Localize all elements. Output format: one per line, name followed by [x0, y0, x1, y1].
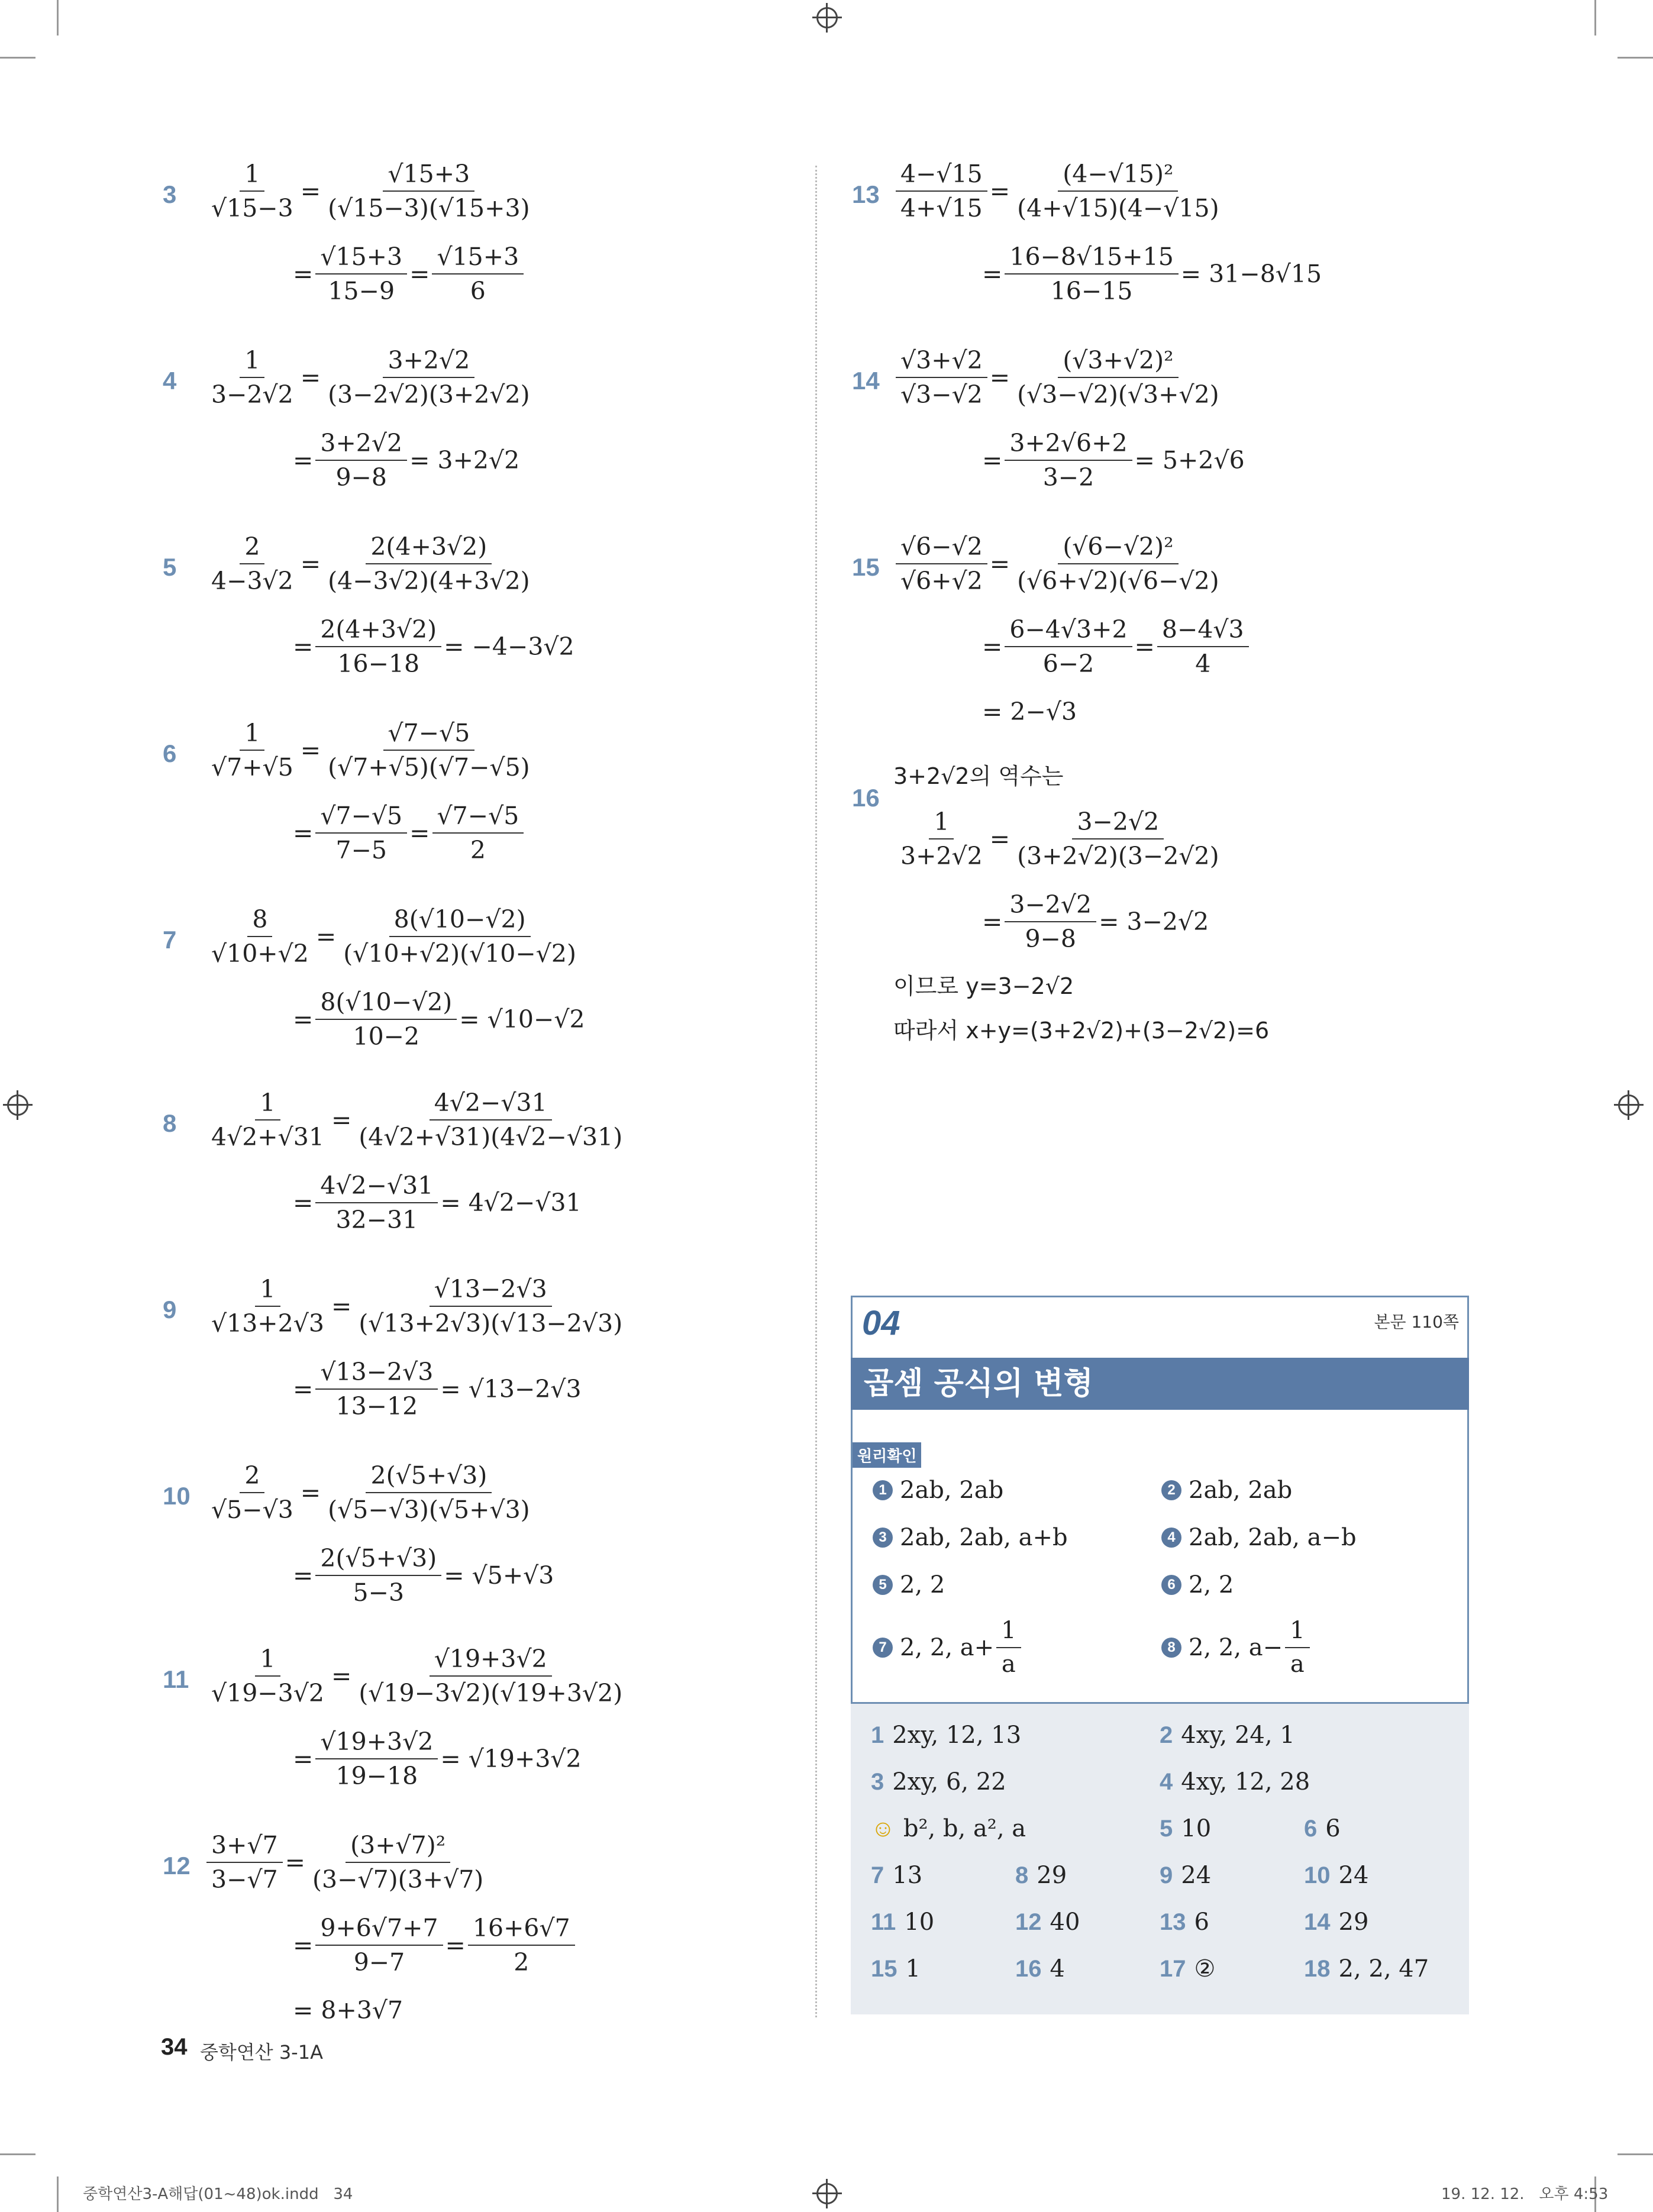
- file-name: 중학연산3-A해답(01~48)ok.indd 34: [83, 2185, 353, 2203]
- column-divider: [815, 166, 817, 2017]
- answer-item: 4 4xy, 12, 28: [1160, 1768, 1310, 1796]
- number-badge: 2: [1161, 1480, 1181, 1500]
- solution-line: = $\frac{2(4+3√2)}{16-18}$ = −4−3√2: [293, 615, 574, 679]
- section-box: [851, 1296, 1469, 1704]
- problem-number: 10: [163, 1482, 191, 1510]
- solution-line: $\frac{1}{√15-3}$ = $\frac{√15+3}{(√15-3)(√15+3)}$: [211, 160, 530, 223]
- solution-line: = 2−√3: [982, 697, 1077, 726]
- section-number: 04: [862, 1304, 900, 1342]
- page-number: 34: [161, 2034, 188, 2060]
- problem-number: 7: [163, 926, 177, 954]
- solution-line: $\frac{√3+√2}{√3-√2}$ = $\frac{\text{(√3+√2)²}}{(√3-√2)(√3+√2)}$: [893, 346, 1226, 409]
- principle-label: 원리확인: [853, 1442, 921, 1468]
- solution-line: = 8+3√7: [293, 1996, 403, 2024]
- crop-mark: [0, 2153, 35, 2155]
- principle-item: 6 2, 2: [1161, 1570, 1234, 1599]
- solution-line: $\frac{2}{4-3√2}$ = $\frac{2(4+3√2)}{(4-3√2)(4+3√2)}$: [211, 532, 530, 596]
- answers-panel: [851, 1704, 1469, 2014]
- solution-line: $\frac{1}{3+2√2}$ = $\frac{3-2√2}{(3+2√2)(3-2√2)}$: [900, 808, 1219, 871]
- problem-number: 5: [163, 553, 177, 581]
- problem-number: 13: [852, 180, 880, 208]
- number-badge: 7: [873, 1638, 893, 1658]
- solution-line: = $\frac{16-8√15+15}{16-15}$ = 31−8√15: [982, 243, 1322, 306]
- principle-item: 8 2, 2, a− $\frac{1}{a}$: [1161, 1617, 1312, 1678]
- solution-line: 따라서 x+y=(3+2√2)+(3−2√2)=6: [893, 1017, 1270, 1044]
- solution-line: = $\frac{8(√10-√2)}{10-2}$ = √10−√2: [293, 988, 585, 1051]
- solution-line: = $\frac{√15+3}{15-9}$ = $\frac{√15+3}{6}$: [293, 243, 526, 306]
- registration-mark-icon: [816, 2183, 838, 2204]
- problem-number: 8: [163, 1109, 177, 1137]
- answer-item: 2 4xy, 24, 1: [1160, 1722, 1295, 1749]
- answer-item: 11 10: [871, 1909, 935, 1936]
- number-badge: 3: [873, 1528, 893, 1548]
- principle-item: 7 2, 2, a+ $\frac{1}{a}$: [873, 1617, 1024, 1678]
- crop-mark: [0, 57, 35, 59]
- solution-line: = $\frac{4√2-√31}{32-31}$ = 4√2−√31: [293, 1171, 582, 1235]
- answer-item: 15 1: [871, 1955, 921, 1982]
- solution-line: $\frac{1}{3-2√2}$ = $\frac{3+2√2}{(3-2√2)(3+2√2)}$: [211, 346, 530, 409]
- crop-mark: [57, 0, 59, 35]
- answer-item: 9 24: [1160, 1862, 1212, 1889]
- number-badge: 5: [873, 1575, 893, 1595]
- answer-item: 18 2, 2, 47: [1304, 1955, 1429, 1982]
- section-title: 곱셈 공식의 변형: [851, 1358, 1469, 1410]
- answer-item: ☺ b², b, a², a: [871, 1815, 1026, 1842]
- solution-line: = $\frac{2(√5+√3)}{5-3}$ = √5+√3: [293, 1544, 554, 1607]
- registration-mark-icon: [1618, 1094, 1639, 1116]
- answer-item: 13 6: [1160, 1909, 1209, 1936]
- crop-mark: [1594, 0, 1596, 35]
- number-badge: 6: [1161, 1575, 1181, 1595]
- solution-line: 이므로 y=3−2√2: [893, 973, 1074, 999]
- solution-line: $\frac{4-√15}{4+√15}$ = $\frac{\text{(4−√15)²}}{(4+√15)(4-√15)}$: [893, 160, 1226, 223]
- solution-line: 3+2√2의 역수는: [893, 763, 1064, 789]
- print-date: 19. 12. 12. 오후 4:53: [1441, 2185, 1609, 2203]
- principle-item: 4 2ab, 2ab, a−b: [1161, 1522, 1357, 1551]
- solution-line: $\frac{3+√7}{3-√7}$ = $\frac{\text{(3+√7)²}}{(3-√7)(3+√7)}$: [204, 1831, 490, 1894]
- answer-item: 17 ②: [1160, 1955, 1216, 1982]
- problem-number: 6: [163, 740, 177, 767]
- problem-number: 16: [852, 784, 880, 812]
- solution-line: $\frac{1}{4√2+√31}$ = $\frac{4√2-√31}{(4√2+√31)(4√2-√31)}$: [211, 1089, 623, 1152]
- answer-item: 1 2xy, 12, 13: [871, 1722, 1022, 1749]
- problem-number: 15: [852, 553, 880, 581]
- answer-item: 8 29: [1015, 1862, 1067, 1889]
- problem-number: 14: [852, 367, 880, 395]
- answer-item: 10 24: [1304, 1862, 1369, 1889]
- solution-line: $\frac{2}{√5-√3}$ = $\frac{2(√5+√3)}{(√5-√3)(√5+√3)}$: [211, 1461, 530, 1525]
- principle-item: 2 2ab, 2ab: [1161, 1475, 1292, 1504]
- crop-mark: [1618, 2153, 1653, 2155]
- solution-line: = $\frac{6-4√3+2}{6-2}$ = $\frac{8-4√3}{4}$: [982, 615, 1251, 679]
- problem-number: 4: [163, 367, 177, 395]
- problem-number: 3: [163, 180, 177, 208]
- crop-mark: [1618, 57, 1653, 59]
- answer-item: 5 10: [1160, 1815, 1212, 1842]
- number-badge: 4: [1161, 1528, 1181, 1548]
- solution-line: $\frac{1}{√19-3√2}$ = $\frac{√19+3√2}{(√19-3√2)(√19+3√2)}$: [211, 1645, 623, 1708]
- problem-number: 9: [163, 1296, 177, 1323]
- answer-item: 7 13: [871, 1862, 923, 1889]
- solution-line: $\frac{8}{√10+√2}$ = $\frac{8(√10-√2)}{(√10+√2)(√10-√2)}$: [211, 905, 576, 968]
- solution-line: = $\frac{9+6√7+7}{9-7}$ = $\frac{16+6√7}{2}$: [293, 1914, 577, 1977]
- answer-item: 12 40: [1015, 1909, 1080, 1936]
- principle-item: 3 2ab, 2ab, a+b: [873, 1522, 1068, 1551]
- answer-item: 16 4: [1015, 1955, 1065, 1982]
- principle-item: 1 2ab, 2ab: [873, 1475, 1003, 1504]
- page-reference: 본문 110쪽: [1374, 1312, 1459, 1332]
- solution-line: = $\frac{√13-2√3}{13-12}$ = √13−2√3: [293, 1358, 582, 1421]
- registration-mark-icon: [816, 7, 838, 28]
- solution-line: = $\frac{√7-√5}{7-5}$ = $\frac{√7-√5}{2}$: [293, 802, 526, 865]
- answer-item: 3 2xy, 6, 22: [871, 1768, 1006, 1796]
- number-badge: 1: [873, 1480, 893, 1500]
- problem-number: 12: [163, 1852, 191, 1880]
- solution-line: = $\frac{3-2√2}{9-8}$ = 3−2√2: [982, 890, 1209, 954]
- solution-line: = $\frac{3+2√6+2}{3-2}$ = 5+2√6: [982, 429, 1245, 492]
- solution-line: $\frac{1}{√13+2√3}$ = $\frac{√13-2√3}{(√13+2√3)(√13-2√3)}$: [211, 1275, 623, 1338]
- answer-item: 6 6: [1304, 1815, 1341, 1842]
- answer-item: 14 29: [1304, 1909, 1369, 1936]
- solution-line: = $\frac{√19+3√2}{19-18}$ = √19+3√2: [293, 1727, 582, 1791]
- registration-mark-icon: [7, 1094, 28, 1116]
- solution-line: $\frac{√6-√2}{√6+√2}$ = $\frac{\text{(√6−√2)²}}{(√6+√2)(√6-√2)}$: [893, 532, 1226, 596]
- principle-item: 5 2, 2: [873, 1570, 945, 1599]
- problem-number: 11: [163, 1665, 189, 1693]
- crop-mark: [57, 2177, 59, 2212]
- solution-line: = $\frac{3+2√2}{9-8}$ = 3+2√2: [293, 429, 520, 492]
- solution-line: $\frac{1}{√7+√5}$ = $\frac{√7-√5}{(√7+√5)(√7-√5)}$: [211, 719, 530, 782]
- book-title: 중학연산 3-1A: [200, 2041, 323, 2064]
- number-badge: 8: [1161, 1638, 1181, 1658]
